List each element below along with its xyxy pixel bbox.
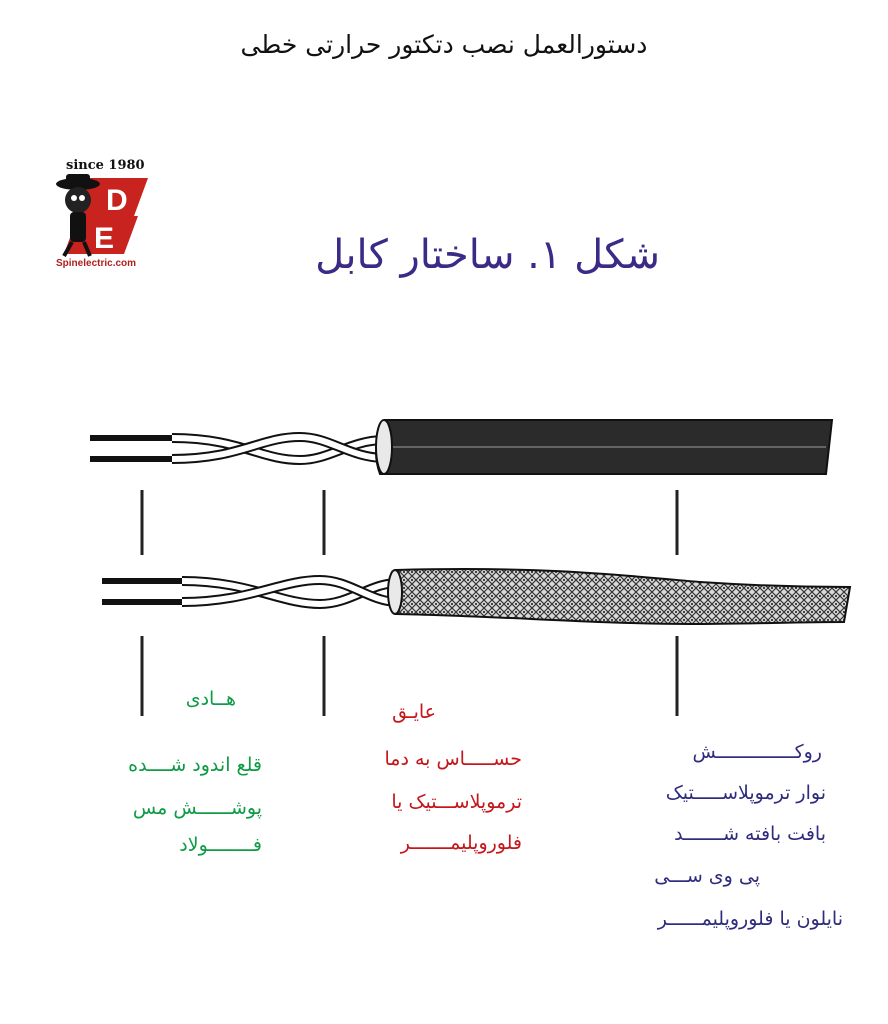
svg-text:D: D <box>106 184 128 217</box>
insulator-label-line-3: فلوروپلیمـــــــر <box>400 832 522 854</box>
conductor-label-line-3: فــــــــولاد <box>179 834 262 856</box>
svg-text:E: E <box>94 222 115 255</box>
insulator-label-line-1: حســـــاس به دما <box>384 748 522 770</box>
insulator-label-line-2: ترموپلاســـتیک یا <box>391 791 522 813</box>
braided-jacket-bottom <box>391 569 850 624</box>
insulator-label-title: عایـق <box>392 701 436 723</box>
jacket-label-line-3: بافت بافته شـــــــد <box>674 823 826 845</box>
jacket-label-line-2: نوار ترموپلاســـــتیک <box>665 782 826 804</box>
jacket-label-line-5: نایلون یا فلوروپلیمــــــر <box>657 908 843 930</box>
logo-website-text: Spinelectric.com <box>56 258 137 269</box>
figure-title: شکل ۱. ساختار کابل <box>315 232 660 278</box>
cable-bottom <box>102 569 850 624</box>
conductor-label-line-1: قلع اندود شــــده <box>128 754 262 776</box>
conductor-label-line-2: پوشــــــش مس <box>132 797 262 819</box>
document-title: دستورالعمل نصب دتکتور حرارتی خطی <box>240 30 648 59</box>
jacket-label-line-4: پی وی ســـی <box>654 865 760 887</box>
jacket-label-line-1: روکــــــــــــــش <box>692 741 822 763</box>
logo-since-text: since 1980 <box>66 158 145 173</box>
conductor-label-title: هــادی <box>185 688 236 710</box>
cable-top <box>90 420 832 474</box>
